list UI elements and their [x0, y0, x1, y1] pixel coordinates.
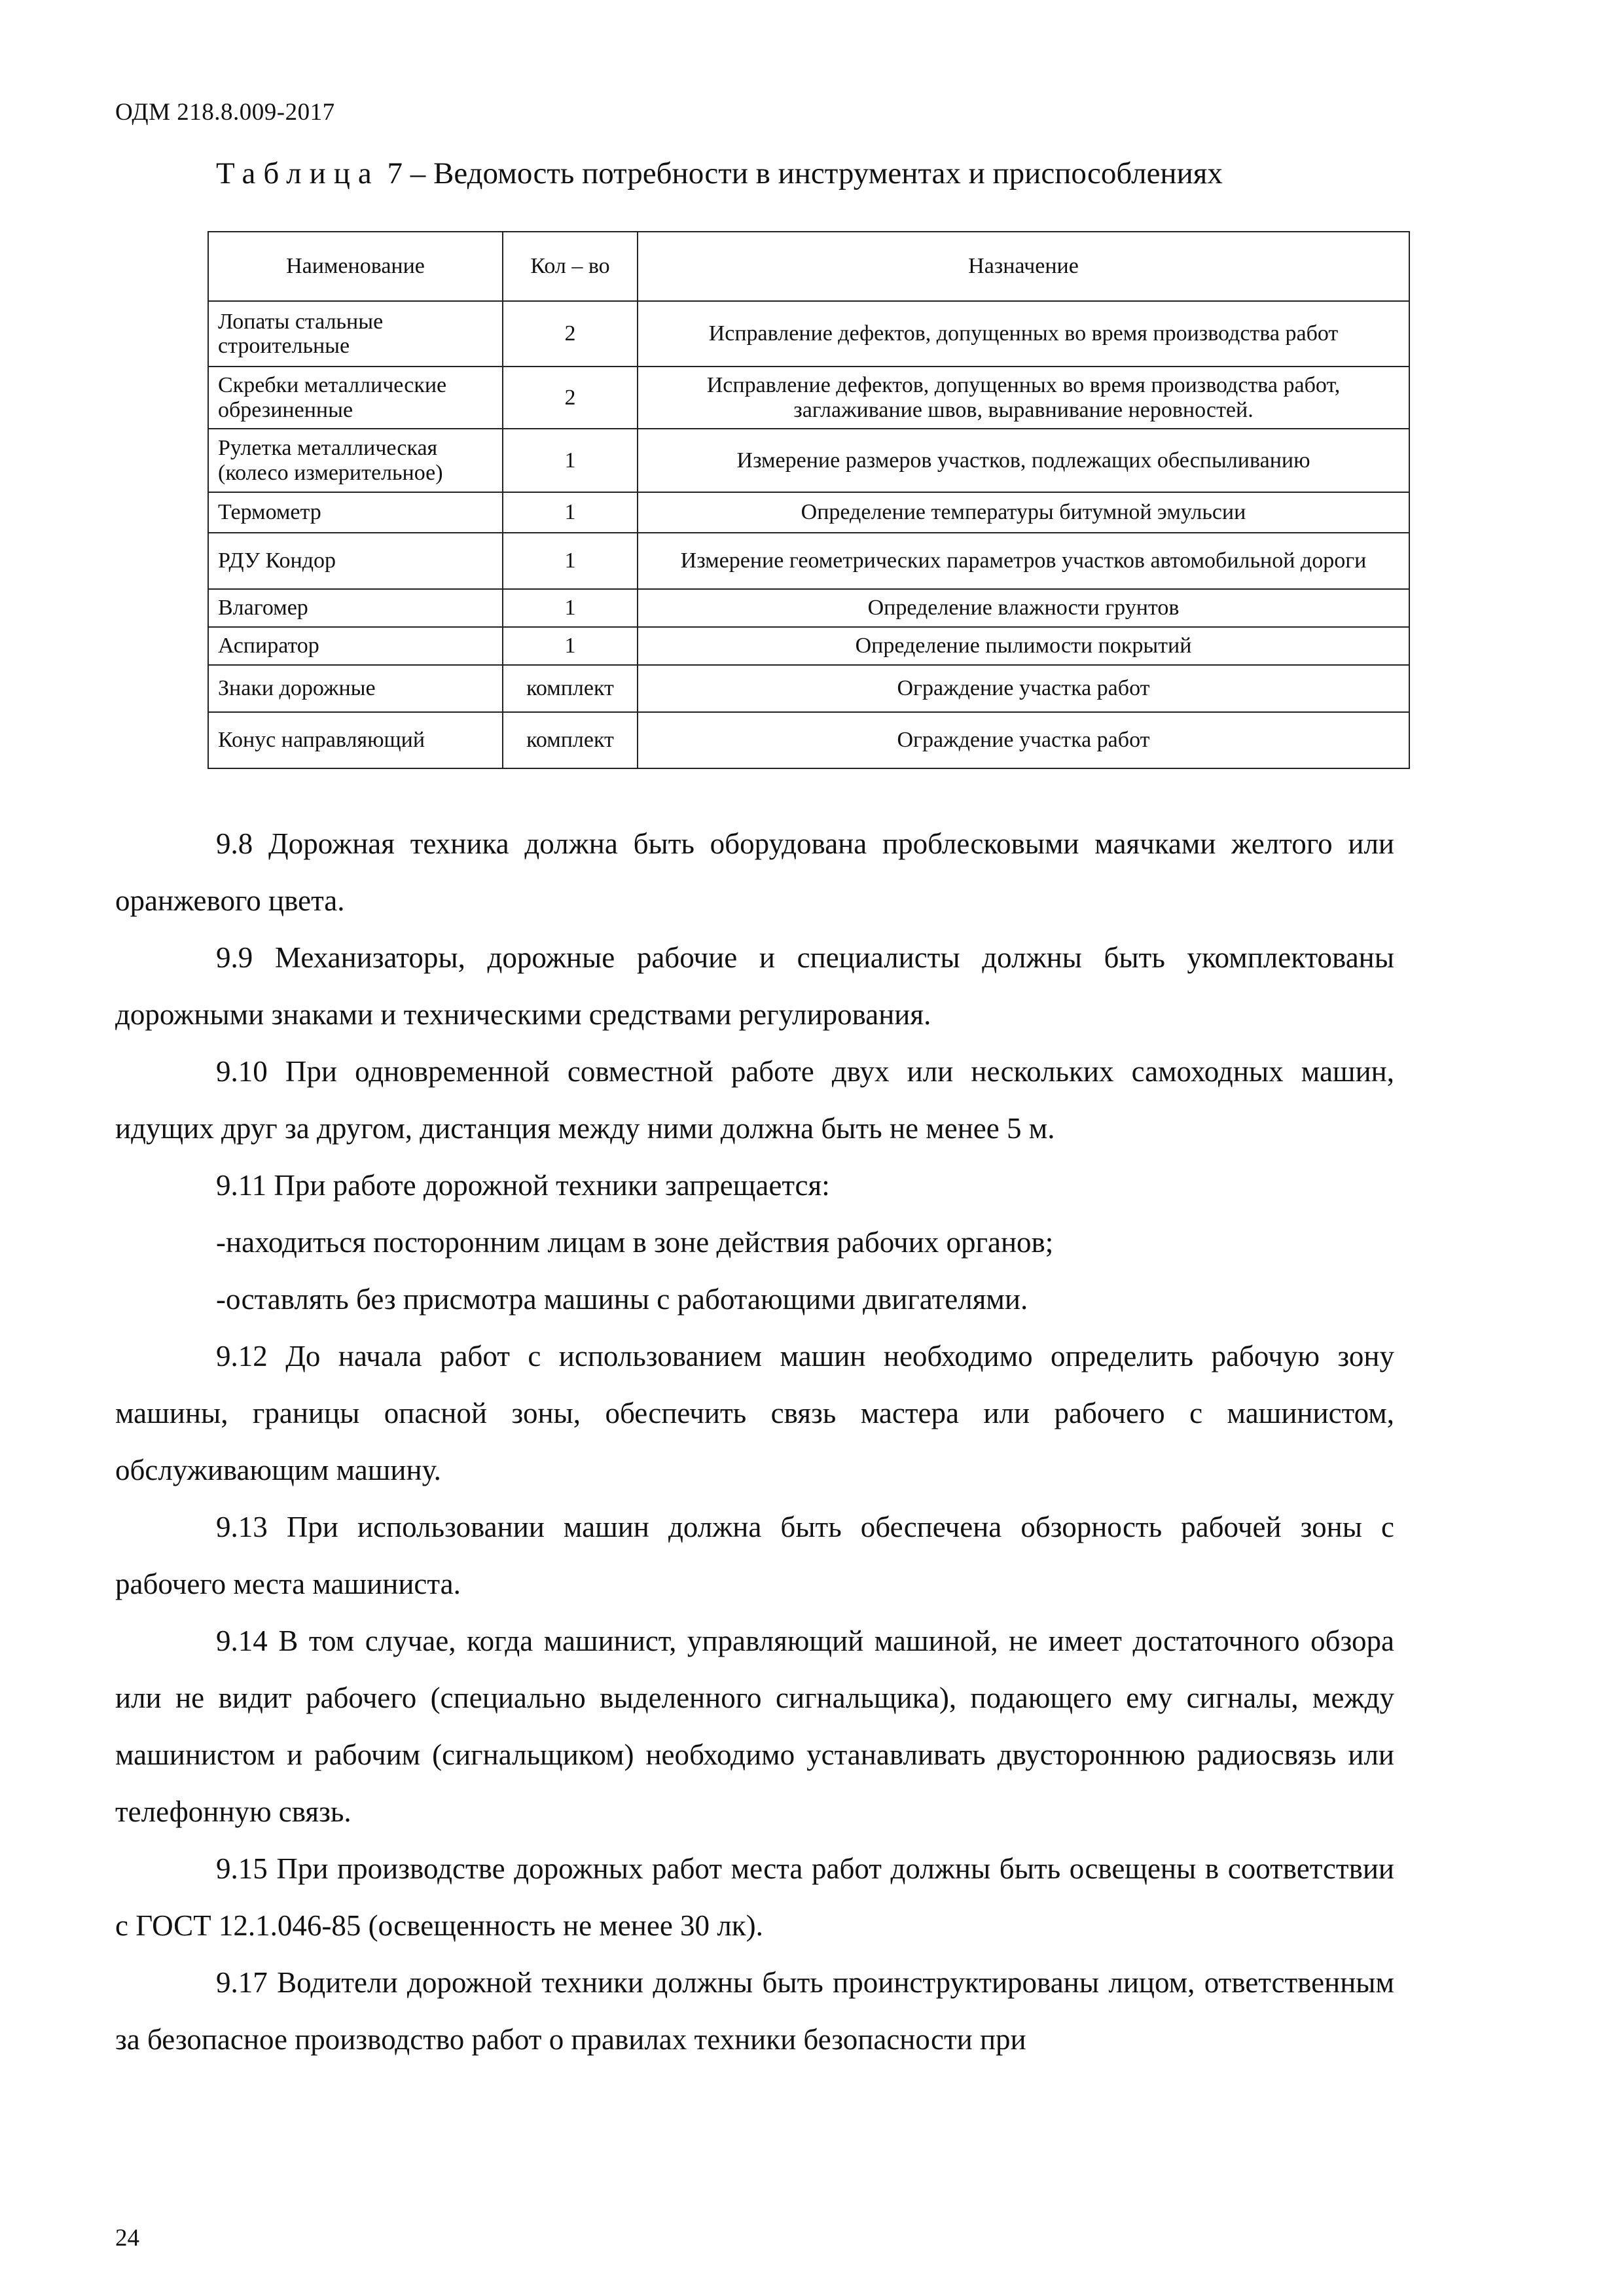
cell-purpose: Определение влажности грунтов — [638, 589, 1409, 627]
paragraph-9-10: 9.10 При одновременной совместной работе двух или нескольких самоходных машин, идущих друг за другом, дистанция между ними должна быть не менее 5 м. — [115, 1055, 1394, 1145]
cell-name: Влагомер — [208, 589, 503, 627]
table-caption — [216, 156, 1223, 191]
table-row — [208, 589, 1409, 627]
cell-quantity: 1 — [503, 533, 638, 589]
cell-name: Рулетка металлическая (колесо измерительное) — [208, 429, 503, 492]
paragraph-9-14: 9.14 В том случае, когда машинист, управляющий машиной, не имеет достаточного обзора или не видит рабочего (специально выделенного сигнальщика), подающего ему сигналы, между машинистом и рабочим (сигнальщиком) необходимо устанавливать двустороннюю радиосвязь или телефонную связь. — [115, 1624, 1394, 1828]
paragraph-9-8: 9.8 Дорожная техника должна быть оборудована проблесковыми маячками желтого или оранжевого цвета. — [115, 827, 1394, 917]
paragraph-9-11: 9.11 При работе дорожной техники запрещается: — [216, 1169, 830, 1202]
paragraph-9-15: 9.15 При производстве дорожных работ места работ должны быть освещены в соответствии с ГОСТ 12.1.046-85 (освещенность не менее 30 лк). — [115, 1852, 1394, 1942]
table-caption-title: 7 – Ведомость потребности в инструментах и приспособлениях — [387, 156, 1223, 190]
paragraph-9-9: 9.9 Механизаторы, дорожные рабочие и специалисты должны быть укомплектованы дорожными знаками и техническими средствами регулирования. — [115, 941, 1394, 1031]
cell-quantity: 1 — [503, 589, 638, 627]
page-number: 24 — [115, 2225, 139, 2251]
column-header-name: Наименование — [208, 232, 503, 301]
column-header-purpose: Назначение — [638, 232, 1409, 301]
paragraph-9-13: 9.13 При использовании машин должна быть обеспечена обзорность рабочей зоны с рабочего места машиниста. — [115, 1511, 1394, 1600]
table-row — [208, 492, 1409, 533]
cell-name: Лопаты стальные строительные — [208, 301, 503, 367]
table-row — [208, 712, 1409, 768]
tools-table — [208, 231, 1410, 769]
cell-purpose: Измерение размеров участков, подлежащих обеспыливанию — [638, 429, 1409, 492]
list-item: -находиться посторонним лицам в зоне действия рабочих органов; — [216, 1226, 1054, 1259]
cell-name: Знаки дорожные — [208, 665, 503, 712]
table-row — [208, 665, 1409, 712]
cell-purpose: Измерение геометрических параметров участков автомобильной дороги — [638, 533, 1409, 589]
cell-quantity: 2 — [503, 367, 638, 429]
cell-quantity: комплект — [503, 712, 638, 768]
table-row — [208, 429, 1409, 492]
cell-purpose: Определение пылимости покрытий — [638, 627, 1409, 665]
cell-name: Скребки металлические обрезиненные — [208, 367, 503, 429]
cell-purpose: Исправление дефектов, допущенных во время производства работ — [638, 301, 1409, 367]
cell-purpose: Ограждение участка работ — [638, 665, 1409, 712]
table-header-row — [208, 232, 1409, 301]
table-row — [208, 301, 1409, 367]
list-item: -оставлять без присмотра машины с работающими двигателями. — [216, 1283, 1028, 1316]
cell-quantity: комплект — [503, 665, 638, 712]
cell-purpose: Исправление дефектов, допущенных во время производства работ, заглаживание швов, выравнивание неровностей. — [638, 367, 1409, 429]
cell-quantity: 1 — [503, 429, 638, 492]
table-row — [208, 627, 1409, 665]
paragraph-9-12: 9.12 До начала работ с использованием машин необходимо определить рабочую зону машины, границы опасной зоны, обеспечить связь мастера или рабочего с машинистом, обслуживающим машину. — [115, 1340, 1394, 1486]
cell-quantity: 1 — [503, 627, 638, 665]
table-row — [208, 533, 1409, 589]
cell-purpose: Ограждение участка работ — [638, 712, 1409, 768]
document-code: ОДМ 218.8.009-2017 — [115, 99, 335, 126]
cell-name: Аспиратор — [208, 627, 503, 665]
body-text — [115, 816, 1394, 2068]
table-caption-label: Таблица — [216, 156, 380, 190]
cell-name: Термометр — [208, 492, 503, 533]
table-row — [208, 367, 1409, 429]
paragraph-9-17: 9.17 Водители дорожной техники должны быть проинструктированы лицом, ответственным за безопасное производство работ о правилах техники безопасности при — [115, 1966, 1394, 2056]
cell-name: РДУ Кондор — [208, 533, 503, 589]
cell-quantity: 2 — [503, 301, 638, 367]
cell-name: Конус направляющий — [208, 712, 503, 768]
cell-purpose: Определение температуры битумной эмульсии — [638, 492, 1409, 533]
column-header-quantity: Кол – во — [503, 232, 638, 301]
cell-quantity: 1 — [503, 492, 638, 533]
